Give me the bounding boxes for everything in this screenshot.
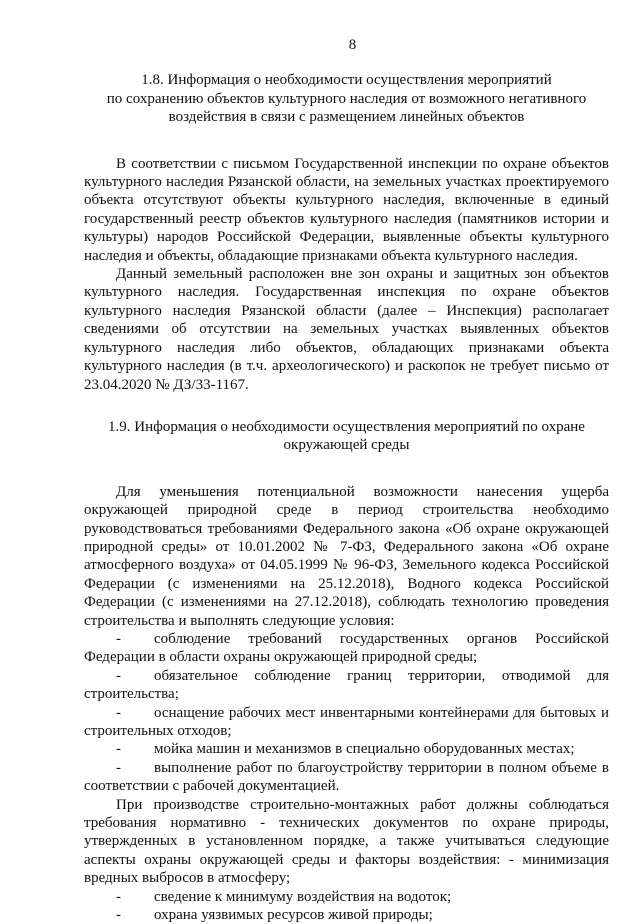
list-item-text: сведение к минимуму воздействия на водоток; xyxy=(154,888,452,905)
list-item xyxy=(84,630,609,667)
list-item-text: соблюдение требований государственных органов Российской Федерации в области охраны окружающей природной среды; xyxy=(84,630,609,666)
list-item xyxy=(84,704,609,741)
list-item xyxy=(84,740,609,758)
heading-line: 1.8. Информация о необходимости осуществления мероприятий xyxy=(141,72,552,89)
paragraph: Для уменьшения потенциальной возможности нанесения ущерба окружающей природной среде в период строительства необходимо руководствоваться требованиями Федерального закона «Об охране окружающей природной среды» от 10.01.2002 № 7-ФЗ, Федерального закона «Об охране атмосферного воздуха» от 04.05.1999 № 96-ФЗ, Земельного кодекса Российской Федерации (с изменениями на 25.12.2018), Водного кодекса Российской Федерации (с изменениями на 27.12.2018), соблюдать технологию проведения строительства и выполнять следующие условия: xyxy=(84,483,609,629)
list-item-text: охрана уязвимых ресурсов живой природы; xyxy=(154,907,433,924)
heading-line: окружающей среды xyxy=(283,437,410,454)
dash-marker: - xyxy=(116,759,121,776)
heading-line: воздействия в связи с размещением линейных объектов xyxy=(168,109,525,126)
heading-line: 1.9. Информация о необходимости осуществления мероприятий по охране xyxy=(108,418,585,435)
dash-marker: - xyxy=(116,741,121,758)
dash-marker: - xyxy=(116,888,121,905)
paragraph: В соответствии с письмом Государственной инспекции по охране объектов культурного наследия Рязанской области, на земельных участках проектируемого объекта отсутствуют объекты культурного наследия, включенные в единый государственный реестр объектов культурного наследия (памятников истории и культуры) народов Российской Федерации, выявленные объекты культурного наследия и объекты, обладающие признаками объекта культурного наследия. xyxy=(84,155,609,264)
paragraph: При производстве строительно-монтажных работ должны соблюдаться требования нормативно - технических документов по охране природы, утвержденных в установленном порядке, а также учитываться следующие аспекты охраны окружающей среды и факторы воздействия: - минимизация вредных выбросов в атмосферу; xyxy=(84,796,609,887)
list-item-text: выполнение работ по благоустройству территории в полном объеме в соответствии с рабочей документацией. xyxy=(84,759,609,795)
heading-line: по сохранению объектов культурного наследия от возможного негативного xyxy=(106,90,587,107)
dash-marker: - xyxy=(116,704,121,721)
list-item xyxy=(84,906,609,924)
list-item-text: обязательное соблюдение границ территории, отводимой для строительства; xyxy=(84,667,609,703)
section-1-8-heading xyxy=(84,71,609,126)
list-item xyxy=(84,759,609,796)
dash-marker: - xyxy=(116,630,121,647)
page-number: 8 xyxy=(348,37,357,53)
paragraph: Данный земельный расположен вне зон охраны и защитных зон объектов культурного наследия. Государственная инспекция по охране объектов культурного наследия Рязанской области (далее – Инспекция) располагает сведениями об отсутствии на земельных участках выявленных объектов культурного наследия либо объектов, обладающих признаками объекта культурного наследия (в т.ч. археологического) и раскопок не требует письмо от 23.04.2020 № ДЗ/33-1167. xyxy=(84,266,609,393)
list-item-text: оснащение рабочих мест инвентарными контейнерами для бытовых и строительных отходов; xyxy=(84,704,609,739)
dash-marker: - xyxy=(116,667,121,684)
list-item xyxy=(84,888,609,906)
section-1-9-heading xyxy=(84,418,609,455)
list-item-text: мойка машин и механизмов в специально оборудованных местах; xyxy=(154,741,575,758)
list-item xyxy=(84,667,609,704)
dash-marker: - xyxy=(116,907,121,924)
